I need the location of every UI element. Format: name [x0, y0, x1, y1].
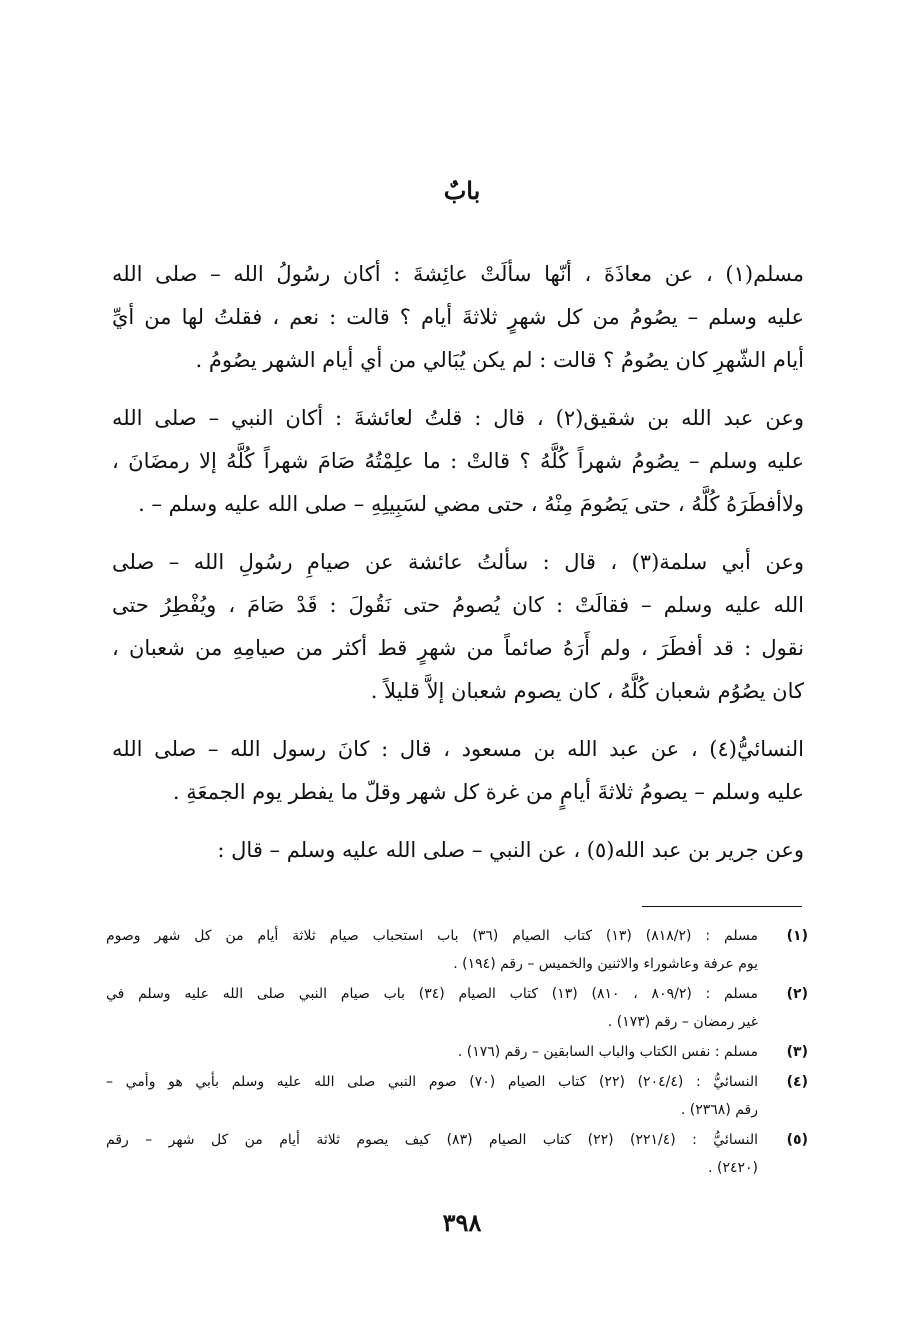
footnote-number: (٣) [786, 1044, 808, 1060]
footnote-number: (٤) [786, 1074, 808, 1090]
footnotes [106, 922, 808, 1184]
text-line: نقول : قد أفطَرَ ، ولم أَرَهُ صائماً من شهرٍ قط أكثر من صيامِهِ من شعبان ، [112, 636, 804, 660]
text-line: وعن جرير بن عبد الله(٥) ، عن النبي – صلى الله عليه وسلم – قال : [217, 838, 804, 862]
footnote-line: مسلم : (٨٠٩/٢ ، ٨١٠) (١٣) كتاب الصيام (٣٤) باب صيام النبي صلى الله عليه وسلم في [106, 986, 758, 1002]
footnote-line: مسلم : نفس الكتاب والباب السابقين – رقم (١٧٦) . [457, 1044, 758, 1060]
paragraph-abi-salama [112, 541, 804, 713]
footnote-line: مسلم : (٨١٨/٢) (١٣) كتاب الصيام (٣٦) باب استحباب صيام ثلاثة أيام من كل شهر وصوم [106, 928, 758, 944]
footnote-line: رقم (٢٣٦٨) . [680, 1102, 758, 1118]
text-line: ولاأفطَرَهُ كُلَّهُ ، حتى يَصُومَ مِنْهُ ، حتى مضي لسَبِيلِهِ – صلى الله عليه وسلم – . [138, 492, 804, 516]
text-line: وعن أبي سلمة(٣) ، قال : سألتُ عائشة عن صيامِ رسُولِ الله – صلى [112, 550, 804, 574]
footnote-line: (٢٤٢٠) . [708, 1160, 758, 1176]
text-line: الله عليه وسلم – فقالَتْ : كان يُصومُ حتى نَقُولَ : قَدْ صَامَ ، ويُفْطِرُ حتى [112, 593, 804, 617]
footnote-line: النسائيُّ : (٢٢١/٤) (٢٢) كتاب الصيام (٨٣) كيف يصوم ثلاثة أيام من كل شهر – رقم [106, 1132, 758, 1148]
footnote-line: النسائيُّ : (٢٠٤/٤) (٢٢) كتاب الصيام (٧٠) صوم النبي صلى الله عليه وسلم بأبي هو وأمي – [106, 1074, 758, 1090]
text-line: عليه وسلم – يصُومُ من كل شهرٍ ثلاثةَ أيام ؟ قالت : نعم ، فقلتُ لها من أيِّ [112, 305, 804, 329]
text-line: عليه وسلم – يصُومُ شهراً كُلَّهُ ؟ قالتْ : ما علِمْتُهُ صَامَ شهراً كُلَّهُ إلا رمضَانَ ، [112, 449, 804, 473]
paragraph-nasai-ibn-masud [112, 728, 804, 814]
footnote-2 [106, 980, 808, 1036]
footnote-number: (١) [786, 928, 808, 944]
paragraph-jarir [112, 829, 804, 872]
text-line: النسائيُّ(٤) ، عن عبد الله بن مسعود ، قال : كانَ رسول الله – صلى الله [112, 737, 804, 761]
footnote-4 [106, 1068, 808, 1124]
footnote-5 [106, 1126, 808, 1182]
footnote-line: يوم عرفة وعاشوراء والاثنين والخميس – رقم (١٩٤) . [453, 956, 758, 972]
text-line: عليه وسلم – يصومُ ثلاثةَ أيامٍ من غرة كل شهر وقلّ ما يفطر يوم الجمعَةِ . [172, 780, 804, 804]
footnote-separator [642, 906, 802, 907]
text-line: كان يصُوُم شعبان كُلَّهُ ، كان يصوم شعبان إلاَّ قليلاً . [370, 679, 804, 703]
footnote-line: غير رمضان – رقم (١٧٣) . [607, 1014, 758, 1030]
chapter-title: بابٌ [443, 176, 481, 205]
text-line: مسلم(١) ، عن معاذَةَ ، أنّها سألَتْ عائِشةَ : أكان رسُولُ الله – صلى الله [112, 262, 804, 286]
footnote-number: (٢) [786, 986, 808, 1002]
page-number: ٣٩٨ [442, 1208, 482, 1237]
footnote-3 [106, 1038, 808, 1066]
paragraph-abdullah-shaqiq [112, 397, 804, 526]
paragraph-muslim-muadha [112, 253, 804, 382]
footnote-1 [106, 922, 808, 978]
footnote-number: (٥) [786, 1132, 808, 1148]
text-line: وعن عبد الله بن شقيق(٢) ، قال : قلتُ لعائشةَ : أكان النبي – صلى الله [112, 406, 804, 430]
text-line: أيام الشّهرِ كان يصُومُ ؟ قالت : لم يكن يُبَالي من أي أيام الشهر يصُومُ . [195, 348, 804, 372]
main-text [112, 253, 804, 887]
